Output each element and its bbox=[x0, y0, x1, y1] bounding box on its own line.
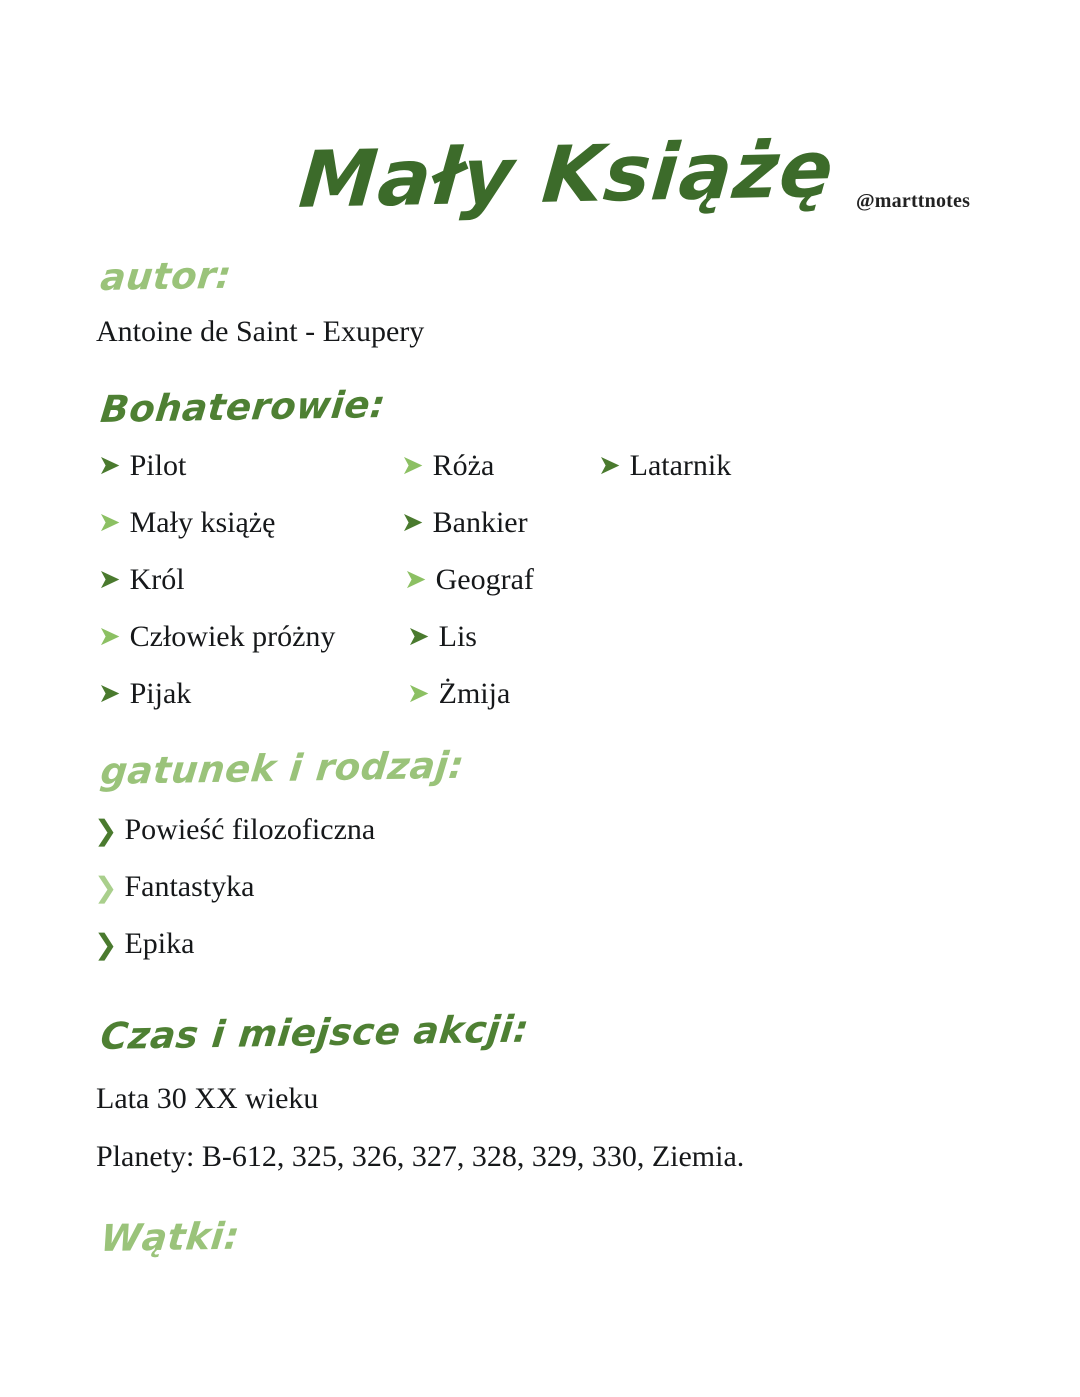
character-label: Mały książę bbox=[129, 506, 276, 539]
character-label: Latarnik bbox=[629, 449, 732, 482]
genre-label: Powieść filozoficzna bbox=[124, 813, 376, 846]
author-handle: @marttnotes bbox=[856, 190, 971, 212]
list-item bbox=[404, 560, 534, 600]
character-label: Król bbox=[129, 563, 185, 596]
character-label: Bankier bbox=[432, 506, 528, 539]
czas-line-2: Planety: B-612, 325, 326, 327, 328, 329, 330, Ziemia. bbox=[96, 1140, 745, 1173]
chevron-right-icon: ❯ bbox=[94, 928, 118, 961]
chevron-right-icon: ❯ bbox=[94, 871, 118, 904]
arrowhead-right-icon: ➤ bbox=[98, 507, 121, 538]
page-title: Mały Książę bbox=[295, 124, 838, 226]
genre-label: Epika bbox=[124, 927, 195, 960]
section-heading-bohaterowie: Bohaterowie: bbox=[98, 383, 388, 432]
title-row bbox=[0, 124, 1080, 238]
list-item bbox=[98, 560, 185, 600]
list-item bbox=[98, 503, 275, 543]
czas-line-1: Lata 30 XX wieku bbox=[96, 1082, 319, 1115]
list-item bbox=[98, 674, 191, 714]
list-item bbox=[94, 867, 994, 924]
character-label: Człowiek próżny bbox=[129, 620, 336, 653]
arrowhead-right-icon: ➤ bbox=[401, 507, 424, 538]
character-label: Geograf bbox=[435, 563, 534, 596]
character-label: Lis bbox=[438, 620, 477, 653]
autor-value: Antoine de Saint - Exupery bbox=[96, 315, 425, 348]
arrowhead-right-icon: ➤ bbox=[401, 450, 424, 481]
list-item bbox=[94, 924, 994, 981]
genre-label: Fantastyka bbox=[124, 870, 255, 903]
arrowhead-right-icon: ➤ bbox=[98, 564, 121, 595]
character-label: Róża bbox=[432, 449, 495, 482]
character-label: Żmija bbox=[438, 677, 511, 710]
list-item bbox=[598, 446, 731, 486]
list-item bbox=[401, 446, 494, 486]
arrowhead-right-icon: ➤ bbox=[404, 564, 427, 595]
arrowhead-right-icon: ➤ bbox=[98, 450, 121, 481]
list-item bbox=[94, 810, 994, 867]
content-column bbox=[94, 252, 994, 1265]
arrowhead-right-icon: ➤ bbox=[598, 450, 621, 481]
list-item bbox=[407, 617, 477, 657]
genre-list bbox=[94, 810, 994, 981]
arrowhead-right-icon: ➤ bbox=[98, 621, 121, 652]
section-heading-autor: autor: bbox=[98, 253, 234, 300]
arrowhead-right-icon: ➤ bbox=[98, 678, 121, 709]
arrowhead-right-icon: ➤ bbox=[407, 678, 430, 709]
list-item bbox=[401, 503, 528, 543]
list-item bbox=[407, 674, 510, 714]
section-heading-gatunek: gatunek i rodzaj: bbox=[98, 743, 467, 794]
characters-grid bbox=[94, 446, 994, 714]
list-item bbox=[98, 617, 335, 657]
section-heading-watki: Wątki: bbox=[98, 1214, 242, 1261]
chevron-right-icon: ❯ bbox=[94, 814, 118, 847]
arrowhead-right-icon: ➤ bbox=[407, 621, 430, 652]
section-heading-czas-miejsce: Czas i miejsce akcji: bbox=[98, 1007, 532, 1059]
list-item bbox=[98, 446, 186, 486]
character-label: Pilot bbox=[129, 449, 187, 482]
character-label: Pijak bbox=[129, 677, 192, 710]
